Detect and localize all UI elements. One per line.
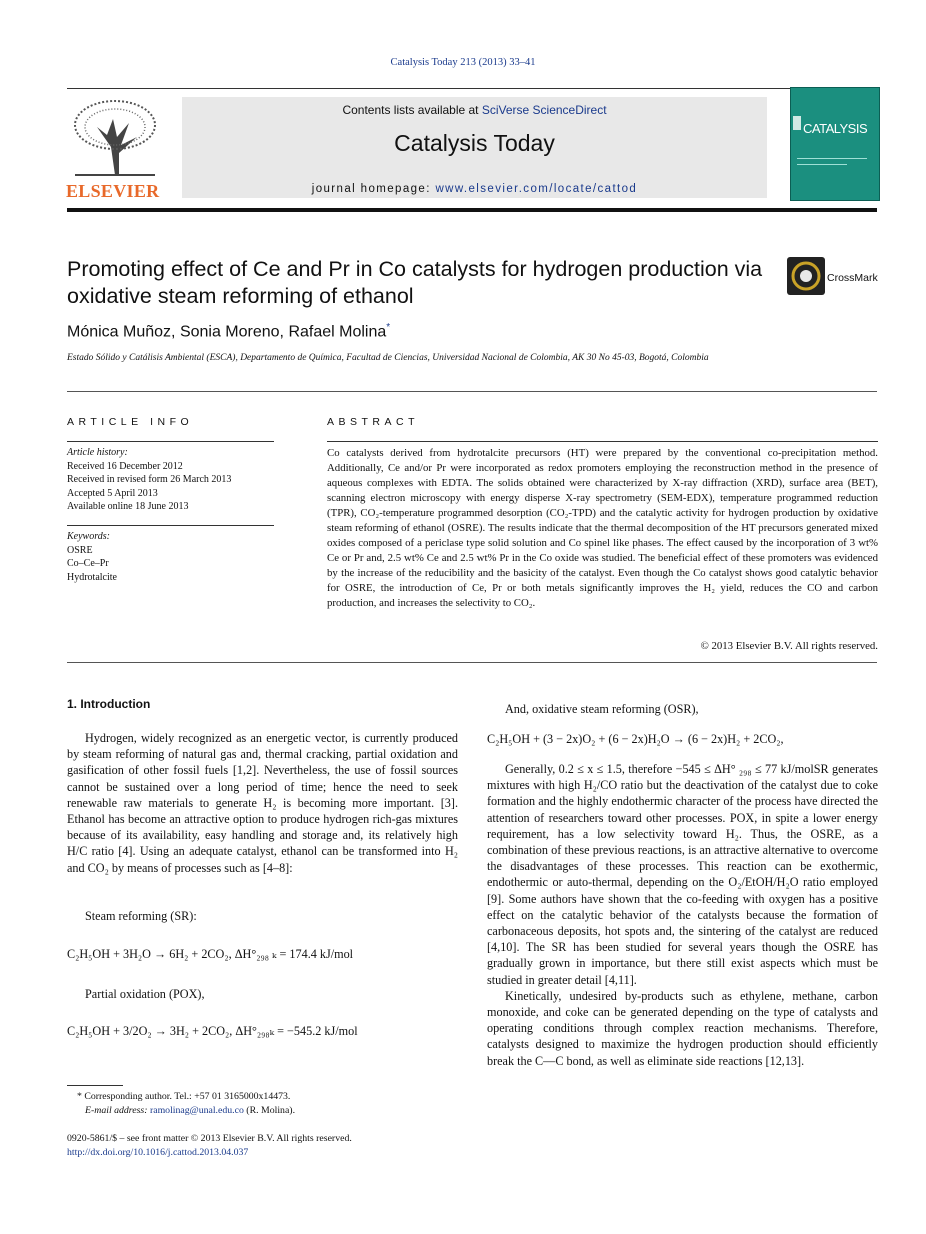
affiliation: Estado Sólido y Catálisis Ambiental (ESCA), Departamento de Química, Facultad de Ciencias, Universidad Nacional de Colombia, AK 30 No 45-03, Bogotá, Colombia bbox=[67, 353, 709, 363]
paragraph-text: Hydrogen, widely recognized as an energetic vector, is currently produced by steam reforming of natural gas and, thermal cracking, partial oxidation and gasification of other fossil fuels [1,2]. Nevertheless, the use of fossil sources cannot be sustained over a long period of time; hence the need to seek renewable raw materials to generate H₂ is becoming more important. [3]. Ethanol has become an attractive option to produce hydrogen rich-gas mixtures because of its availability, easy handling and storage and, its relatively high H/C ratio [4]. Using an adequate catalyst, ethanol can be transformed into H₂ and CO₂ by means of processes such as [4–8]: bbox=[67, 731, 458, 875]
article-history bbox=[67, 446, 277, 514]
header-divider bbox=[67, 88, 877, 89]
copyright: © 2013 Elsevier B.V. All rights reserved. bbox=[700, 640, 878, 652]
section-heading-introduction: 1. Introduction bbox=[67, 697, 151, 711]
email-label: E-mail address: bbox=[85, 1104, 150, 1116]
abstract-text: Co catalysts derived from hydrotalcite precursors (HT) were prepared by the conventional co-precipitation method. Additionally, Ce and/or Pr were incorporated as redox promoters employing the reconstruction method in the presence of aqueous complexes with EDTA. The solids obtained were characterized by X-ray diffraction (XRD), surface area (BET), scanning electron microscopy with energy disperse X-ray spectrometry (SEM-EDX), temperature programmed reduction (TPR), CO₂-temperature programmed desorption (CO₂-TPD) and the catalytic activity for hydrogen production by oxidative steam reforming of ethanol (OSRE). The results indicate that the thermal decomposition of the HT precursors generated mixed oxides composed of a periclase type solid solution and Co spinel like phases. The effect caused by the incorporation of 3 wt% Ce or Pr and, 2.5 wt% Ce and 2.5 wt% Pr in the Co oxide was studied. The beneficial effect of these promoters was evidenced by the increase of the reducibility and the basicity of the catalyst. Even though the Co catalyst shows good catalytic behavior for OSRE, the introduction of Ce, Pr or both metals significantly improves the H₂ yield, reduces the CO and carbon production, and increases the selectivity to CO₂. bbox=[327, 447, 878, 609]
email-suffix: (R. Molina). bbox=[243, 1104, 296, 1116]
journal-citation[interactable]: Catalysis Today 213 (2013) 33–41 bbox=[390, 57, 536, 68]
section-divider bbox=[67, 391, 877, 392]
keywords-label: Keywords: bbox=[67, 531, 110, 542]
journal-banner bbox=[182, 97, 767, 198]
keywords-rule bbox=[67, 525, 274, 526]
history-label: Article history: bbox=[67, 447, 128, 458]
crossmark-icon[interactable] bbox=[787, 257, 825, 295]
cover-rule bbox=[797, 158, 867, 159]
history-item: Received in revised form 26 March 2013 bbox=[67, 474, 232, 485]
issn-line: 0920-5861/$ – see front matter © 2013 Elsevier B.V. All rights reserved. bbox=[67, 1133, 352, 1144]
homepage-line bbox=[182, 183, 767, 195]
article-info-heading: ARTICLE INFO bbox=[67, 416, 194, 428]
article-title: Promoting effect of Ce and Pr in Co catalysts for hydrogen production via oxidative steam reforming of ethanol bbox=[67, 257, 763, 308]
intro-paragraph bbox=[67, 730, 458, 876]
history-item: Received 16 December 2012 bbox=[67, 460, 183, 472]
cover-graphic bbox=[793, 116, 801, 130]
homepage-prefix: journal homepage: bbox=[311, 183, 436, 195]
paragraph-text: Generally, 0.2 ≤ x ≤ 1.5, therefore −545 ≤ ΔH° ₂₉₈ ≤ 77 kJ/molSR generates mixtures with high H₂/CO ratio but the deactivation of the catalyst due to coke formation and the highly endothermic character of the process have directed the attention of researchers toward other processes. POX, in spite a lower energy requirement, has a low selectivity toward H₂. Thus, the OSRE, as a combination of these previous reactions, is an attractive alternative to overcome the disadvantages of these processes. This reaction can be exothermic, endothermic or auto-thermal, depending on the O₂/EtOH/H₂O ratio employed [9]. Some authors have shown that the co-feeding with oxygen has a positive effect on the catalytic behavior of the catalysts because the formation of carbonaceous deposits, hot spots and, the sintering of the catalyst are reduced [4,10]. The SR has been studied for several years though the OSRE has gradually grown in importance, but there still exist aspects which must be studied in greater detail [4,11]. bbox=[487, 762, 878, 987]
keyword: Co–Ce–Pr bbox=[67, 558, 109, 569]
header-thick-rule bbox=[67, 208, 877, 212]
contents-prefix: Contents lists available at bbox=[342, 103, 482, 117]
equation-partial-oxidation: C₂H₅OH + 3/2O₂ → 3H₂ + 2CO₂, ΔH°₂₉₈ₖ = −545.2 kJ/mol bbox=[67, 1024, 358, 1038]
abstract-heading: ABSTRACT bbox=[327, 416, 420, 428]
body-divider bbox=[67, 662, 877, 663]
authors-text: Mónica Muñoz, Sonia Moreno, Rafael Molina bbox=[67, 323, 387, 341]
sr-label: Steam reforming (SR): bbox=[85, 909, 197, 923]
right-column-text bbox=[487, 761, 878, 1069]
abstract-rule bbox=[327, 441, 878, 442]
email-link[interactable]: ramolinag@unal.edu.co bbox=[149, 1104, 244, 1116]
contents-line bbox=[182, 103, 767, 117]
journal-title: Catalysis Today bbox=[394, 130, 555, 156]
email-line bbox=[67, 1104, 295, 1118]
footnote bbox=[67, 1090, 295, 1117]
keyword: OSRE bbox=[67, 544, 93, 556]
crossmark-label[interactable]: CrossMark bbox=[827, 272, 878, 284]
front-matter-info bbox=[67, 1132, 352, 1159]
journal-cover-image[interactable] bbox=[790, 87, 880, 201]
article-info-rule bbox=[67, 441, 274, 442]
author-list bbox=[67, 322, 390, 341]
paragraph-text: Kinetically, undesired by-products such as ethylene, methane, carbon monoxide, and coke can be generated depending on the type of catalysts and operating conditions through complex reaction mechanisms. Therefore, catalysts designed to maximize the hydrogen production should efficiently break the C—C bond, as well as eliminate side reactions [12,13]. bbox=[487, 988, 878, 1068]
cover-rule bbox=[797, 164, 847, 165]
history-item: Accepted 5 April 2013 bbox=[67, 487, 158, 499]
osr-label: And, oxidative steam reforming (OSR), bbox=[505, 702, 699, 716]
doi-link[interactable]: http://dx.doi.org/10.1016/j.cattod.2013.04.037 bbox=[67, 1146, 249, 1158]
cover-title: CATALYSIS bbox=[803, 121, 868, 136]
history-item: Available online 18 June 2013 bbox=[67, 501, 189, 512]
sciencedirect-link[interactable]: SciVerse ScienceDirect bbox=[481, 103, 607, 117]
keyword: Hydrotalcite bbox=[67, 571, 117, 583]
equation-oxidative-steam-reforming: C₂H₅OH + (3 − 2x)O₂ + (6 − 2x)H₂O → (6 − 2x)H₂ + 2CO₂, bbox=[487, 732, 784, 746]
footnote-rule bbox=[67, 1085, 123, 1086]
homepage-link[interactable]: www.elsevier.com/locate/cattod bbox=[435, 183, 638, 195]
elsevier-wordmark: ELSEVIER bbox=[66, 181, 160, 201]
pox-label: Partial oxidation (POX), bbox=[85, 987, 205, 1001]
equation-steam-reforming: C₂H₅OH + 3H₂O → 6H₂ + 2CO₂, ΔH°₂₉₈ ₖ = 174.4 kJ/mol bbox=[67, 947, 354, 961]
corresponding-mark[interactable]: * bbox=[386, 322, 391, 333]
keywords-block bbox=[67, 530, 277, 584]
corresponding-author-note: * Corresponding author. Tel.: +57 01 3165000x14473. bbox=[77, 1091, 291, 1102]
